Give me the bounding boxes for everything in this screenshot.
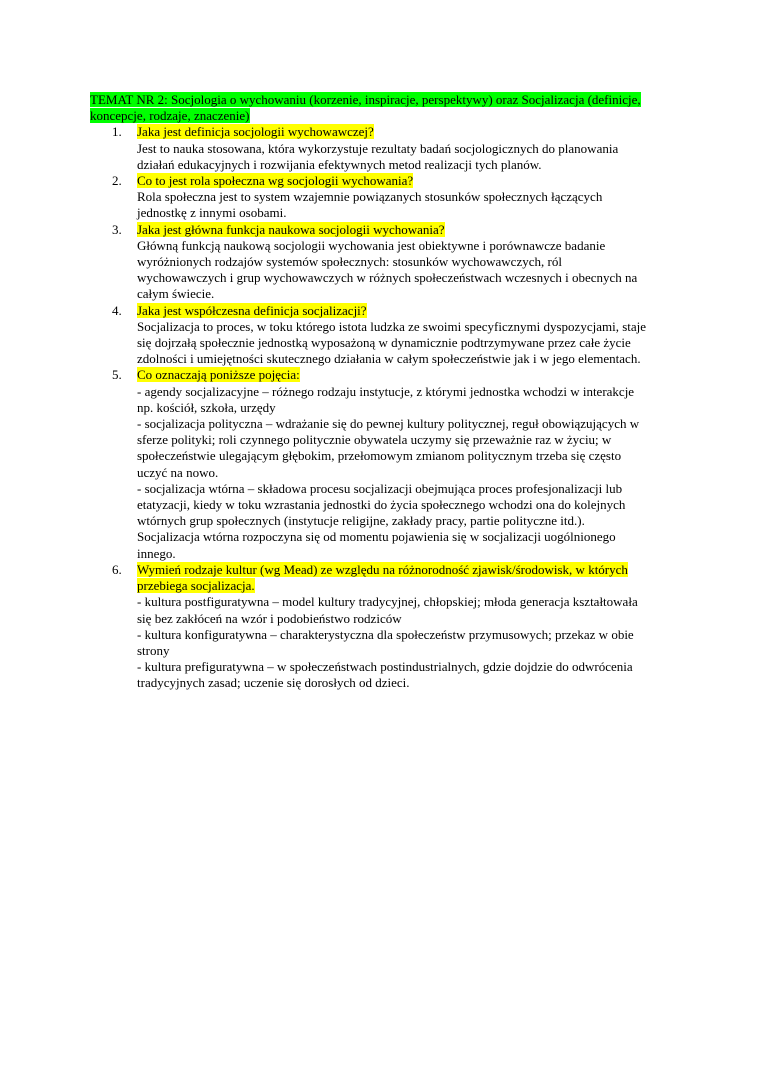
- document-title: [90, 92, 650, 124]
- answer: [137, 384, 650, 562]
- question-item-2: [90, 173, 650, 222]
- question-item-4: [90, 303, 650, 368]
- answer: [137, 319, 650, 368]
- question-number: 6.: [112, 561, 122, 577]
- answer-line: - socjalizacja polityczna – wdrażanie się do pewnej kultury politycznej, reguł obowiązujących w sferze polityki; roli czynnego politycznie obywatela uczymy się przeważnie raz w życiu; w społeczeństwie ulegającym głębokim, przełomowym zmianom politycznym trzeba się często uczyć na nowo.: [137, 416, 640, 480]
- answer-line: Socjalizacja to proces, w toku którego istota ludzka ze swoimi specyficznymi dyspozycjami, staje się dojrzałą społecznie jednostką wyposażoną w dynamicznie podtrzymywane przez całe życie zdolności i umiejętności skutecznego działania w całym społeczeństwie jak i w jego elementach.: [137, 318, 647, 367]
- question-text: Wymień rodzaje kultur (wg Mead) ze względu na różnorodność zjawisk/środowisk, w których przebiega socjalizacja.: [137, 561, 628, 594]
- document-page: [90, 92, 650, 692]
- answer: [137, 189, 650, 221]
- answer-line: - socjalizacja wtórna – składowa procesu socjalizacji obejmująca proces profesjonalizacji lub etatyzacji, kiedy w toku wzrastania jednostki do życia społecznego wchodzi ona do kolejnych wtórnych grup społecznych (instytucje religijne, zakłady pracy, partie polityczne itd.). Socjalizacja wtórna rozpoczyna się od momentu pojawienia się w socjalizacji uogólnionego innego.: [137, 480, 626, 561]
- question-item-1: [90, 124, 650, 173]
- question-item-5: [90, 367, 650, 561]
- question-text: Jaka jest główna funkcja naukowa socjologii wychowania?: [137, 221, 445, 237]
- answer-line: - kultura prefiguratywna – w społeczeństwach postindustrialnych, gdzie dojdzie do odwrócenia tradycyjnych zasad; uczenie się dorosłych od dzieci.: [137, 659, 633, 691]
- question-text: Jaka jest definicja socjologii wychowawczej?: [137, 124, 374, 140]
- answer-line: Rola społeczna jest to system wzajemnie powiązanych stosunków społecznych łączących jednostkę z innymi osobami.: [137, 189, 603, 221]
- answer-line: - kultura konfiguratywna – charakterystyczna dla społeczeństw przymusowych; przekaz w obie strony: [137, 626, 634, 658]
- answer: [137, 141, 650, 173]
- answer-line: - agendy socjalizacyjne – różnego rodzaju instytucje, z którymi jednostka wchodzi w interakcje np. kościół, szkoła, urzędy: [137, 383, 635, 415]
- question-item-6: [90, 562, 650, 692]
- answer-line: Główną funkcją naukową socjologii wychowania jest obiektywne i porównawcze badanie wyróżnionych rodzajów systemów społecznych: stosunków wychowawczych, ról wychowawczych i grup wychowawczych w różnych społeczeństwach wczesnych i obecnych na całym świecie.: [137, 237, 638, 302]
- question-number: 5.: [112, 367, 122, 383]
- answer: [137, 594, 650, 691]
- question-number: 1.: [112, 124, 122, 140]
- question-number: 4.: [112, 302, 122, 318]
- answer-line: Jest to nauka stosowana, która wykorzystuje rezultaty badań socjologicznych do planowania działań edukacyjnych i rozwijania efektywnych metod realizacji tych planów.: [137, 140, 619, 172]
- question-number: 3.: [112, 221, 122, 237]
- question-number: 2.: [112, 173, 122, 189]
- question-list: [90, 124, 650, 691]
- answer-line: - kultura postfiguratywna – model kultury tradycyjnej, chłopskiej; młoda generacja kształtowała się bez zakłóceń na wzór i podobieństwo rodziców: [137, 594, 638, 626]
- question-text: Co oznaczają poniższe pojęcia:: [137, 367, 300, 383]
- question-item-3: [90, 222, 650, 303]
- question-text: Co to jest rola społeczna wg socjologii wychowania?: [137, 173, 414, 189]
- answer: [137, 238, 650, 303]
- title-highlight: TEMAT NR 2: Socjologia o wychowaniu (korzenie, inspiracje, perspektywy) oraz Socjalizacja (definicje, koncepcje, rodzaje, znaczenie): [90, 92, 641, 124]
- question-text: Jaka jest współczesna definicja socjalizacji?: [137, 302, 367, 318]
